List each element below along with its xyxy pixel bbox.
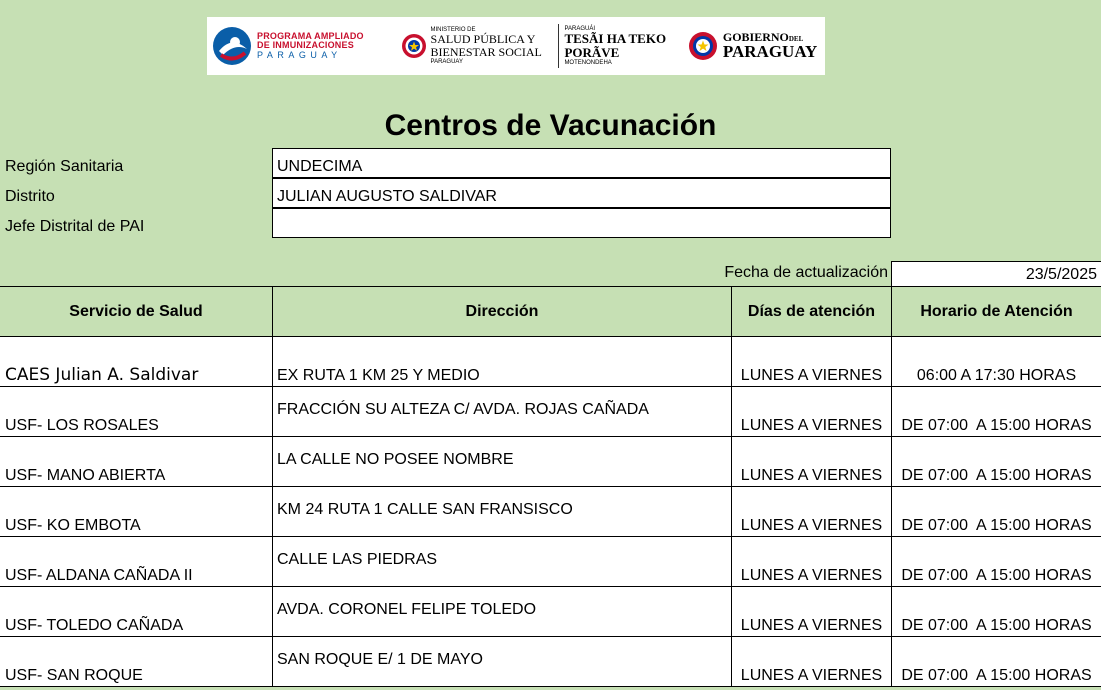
fecha-label: Fecha de actualización (724, 264, 888, 281)
cell-servicio[interactable] (0, 387, 273, 437)
cell-horario[interactable] (892, 537, 1101, 587)
dias-text: LUNES A VIERNES (740, 617, 883, 634)
gobierno-del-word: DEL (788, 34, 804, 43)
tesai-logo (564, 26, 680, 66)
horario-text: DE 07:00 A 15:00 HORAS (901, 517, 1092, 534)
direccion-text: LA CALLE NO POSEE NOMBRE (277, 451, 514, 468)
horario-text: DE 07:00 A 15:00 HORAS (901, 667, 1092, 684)
header-servicio: Servicio de Salud (0, 286, 273, 337)
servicio-text: USF- LOS ROSALES (5, 417, 159, 434)
cell-servicio[interactable] (0, 637, 273, 687)
cell-horario[interactable] (892, 637, 1101, 687)
ministerio-line1: SALUD PÚBLICA Y (430, 32, 536, 47)
pai-emblem-icon (211, 25, 253, 67)
servicio-text: USF- KO EMBOTA (5, 517, 141, 534)
gobierno-line2: PARAGUAY (722, 42, 818, 62)
direccion-text: AVDA. CORONEL FELIPE TOLEDO (277, 601, 537, 618)
cell-horario[interactable] (892, 337, 1101, 387)
cell-horario[interactable] (892, 587, 1101, 637)
cell-dias[interactable] (732, 637, 892, 687)
gobierno-word: GOBIERNO (722, 29, 789, 44)
horario-text: DE 07:00 A 15:00 HORAS (901, 467, 1092, 484)
cell-direccion[interactable] (273, 537, 732, 587)
cell-direccion[interactable] (273, 637, 732, 687)
direccion-text: CALLE LAS PIEDRAS (277, 551, 438, 568)
servicio-text: CAES Julian A. Saldivar (5, 365, 199, 385)
direccion-text: EX RUTA 1 KM 25 Y MEDIO (277, 367, 480, 384)
paraguay-seal-icon (401, 33, 427, 59)
pai-logo-line1: PROGRAMA AMPLIADO (257, 31, 364, 41)
cell-dias[interactable] (732, 587, 892, 637)
cell-dias[interactable] (732, 487, 892, 537)
logo-banner (207, 17, 825, 75)
fecha-value[interactable]: 23/5/2025 (891, 261, 1101, 287)
ministerio-logo (395, 17, 554, 75)
ministerio-small-bottom: PARAGUAY (430, 58, 463, 65)
cell-servicio[interactable] (0, 587, 273, 637)
dias-text: LUNES A VIERNES (740, 367, 883, 384)
cell-horario[interactable] (892, 437, 1101, 487)
cell-servicio[interactable] (0, 337, 273, 387)
tesai-small-bottom: MOTENONDEHA (564, 59, 612, 66)
table-row (0, 437, 1101, 487)
table-header-row (0, 286, 1101, 337)
cell-dias[interactable] (732, 537, 892, 587)
cell-dias[interactable] (732, 337, 892, 387)
distrito-value[interactable]: JULIAN AUGUSTO SALDIVAR (272, 178, 891, 208)
logo-divider (558, 24, 559, 68)
cell-servicio[interactable] (0, 487, 273, 537)
table-row (0, 637, 1101, 687)
distrito-label: Distrito (5, 188, 55, 205)
page-title: Centros de Vacunación (384, 109, 717, 142)
region-label: Región Sanitaria (5, 158, 124, 175)
cell-horario[interactable] (892, 387, 1101, 437)
dias-text: LUNES A VIERNES (740, 517, 883, 534)
pai-logo-line2: DE INMUNIZACIONES (257, 40, 354, 50)
horario-text: DE 07:00 A 15:00 HORAS (901, 617, 1092, 634)
table-row (0, 387, 1101, 437)
horario-text: DE 07:00 A 15:00 HORAS (901, 567, 1092, 584)
dias-text: LUNES A VIERNES (740, 567, 883, 584)
jefe-value[interactable] (272, 208, 891, 238)
tesai-line2: PORÃVE (564, 45, 620, 60)
table-row (0, 487, 1101, 537)
horario-text: DE 07:00 A 15:00 HORAS (901, 417, 1092, 434)
cell-direccion[interactable] (273, 387, 732, 437)
tesai-small-top: PARAGUÁI (564, 26, 595, 33)
ministerio-small-top: MINISTERIO DE (430, 27, 476, 34)
cell-direccion[interactable] (273, 587, 732, 637)
cell-servicio[interactable] (0, 437, 273, 487)
header-dias: Días de atención (732, 286, 892, 337)
jefe-label: Jefe Distrital de PAI (5, 218, 145, 235)
gobierno-seal-icon (687, 30, 719, 62)
region-value[interactable]: UNDECIMA (272, 148, 891, 178)
header-horario: Horario de Atención (892, 286, 1101, 337)
direccion-text: SAN ROQUE E/ 1 DE MAYO (277, 651, 483, 668)
dias-text: LUNES A VIERNES (740, 417, 883, 434)
table-row (0, 587, 1101, 637)
table-row (0, 337, 1101, 387)
cell-direccion[interactable] (273, 437, 732, 487)
tesai-line1: TESÃI HA TEKO (564, 31, 667, 47)
cell-dias[interactable] (732, 387, 892, 437)
direccion-text: FRACCIÓN SU ALTEZA C/ AVDA. ROJAS CAÑADA (277, 401, 649, 418)
direccion-text: KM 24 RUTA 1 CALLE SAN FRANSISCO (277, 501, 573, 518)
ministerio-line2: BIENESTAR SOCIAL (430, 45, 542, 59)
header-direccion: Dirección (273, 286, 732, 337)
servicio-text: USF- ALDANA CAÑADA II (5, 567, 193, 584)
cell-direccion[interactable] (273, 337, 732, 387)
servicio-text: USF- TOLEDO CAÑADA (5, 617, 184, 634)
cell-dias[interactable] (732, 437, 892, 487)
table-row (0, 537, 1101, 587)
dias-text: LUNES A VIERNES (740, 667, 883, 684)
servicio-text: USF- SAN ROQUE (5, 667, 143, 684)
cell-servicio[interactable] (0, 537, 273, 587)
vaccination-table (0, 286, 1101, 687)
cell-horario[interactable] (892, 487, 1101, 537)
servicio-text: USF- MANO ABIERTA (5, 467, 166, 484)
cell-direccion[interactable] (273, 487, 732, 537)
gobierno-logo (681, 17, 825, 75)
pai-logo (207, 17, 395, 75)
dias-text: LUNES A VIERNES (740, 467, 883, 484)
pai-logo-line3: PARAGUAY (257, 50, 342, 60)
horario-text: 06:00 A 17:30 HORAS (916, 367, 1077, 384)
